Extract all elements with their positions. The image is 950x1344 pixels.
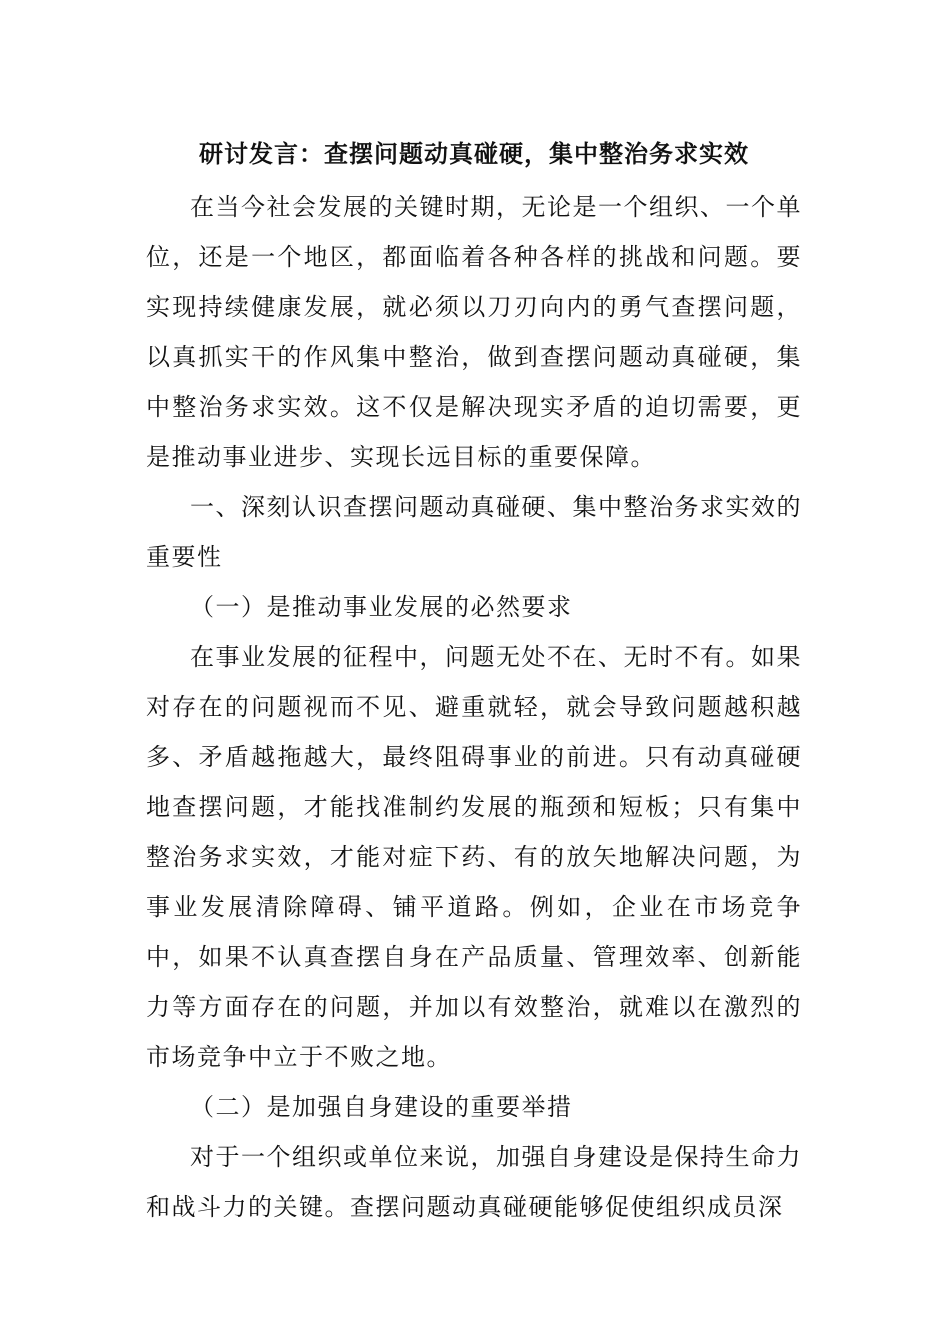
section-heading-1: 一、深刻认识查摆问题动真碰硬、集中整治务求实效的重要性	[146, 493, 802, 571]
paragraph-1: 在事业发展的征程中，问题无处不在、无时不有。如果对存在的问题视而不见、避重就轻，就会导致问题越积越多、矛盾越拖越大，最终阻碍事业的前进。只有动真碰硬地查摆问题，才能找准制约发展的瓶颈和短板；只有集中整治务求实效，才能对症下药、有的放矢地解决问题，为事业发展清除障碍、铺平道路。例如，企业在市场竞争中，如果不认真查摆自身在产品质量、管理效率、创新能力等方面存在的问题，并加以有效整治，就难以在激烈的市场竞争中立于不败之地。	[146, 643, 802, 1071]
subsection-heading-1: （一）是推动事业发展的必然要求	[190, 593, 573, 621]
paragraph-2: 对于一个组织或单位来说，加强自身建设是保持生命力和战斗力的关键。查摆问题动真碰硬能够促使组织成员深	[146, 1143, 802, 1221]
document-body	[146, 130, 802, 1232]
document-title: 研讨发言：查摆问题动真碰硬，集中整治务求实效	[199, 139, 749, 168]
paragraph-intro: 在当今社会发展的关键时期，无论是一个组织、一个单位，还是一个地区，都面临着各种各样的挑战和问题。要实现持续健康发展，就必须以刀刃向内的勇气查摆问题，以真抓实干的作风集中整治，做到查摆问题动真碰硬，集中整治务求实效。这不仅是解决现实矛盾的迫切需要，更是推动事业进步、实现长远目标的重要保障。	[146, 193, 802, 471]
subsection-heading-2: （二）是加强自身建设的重要举措	[190, 1093, 573, 1121]
